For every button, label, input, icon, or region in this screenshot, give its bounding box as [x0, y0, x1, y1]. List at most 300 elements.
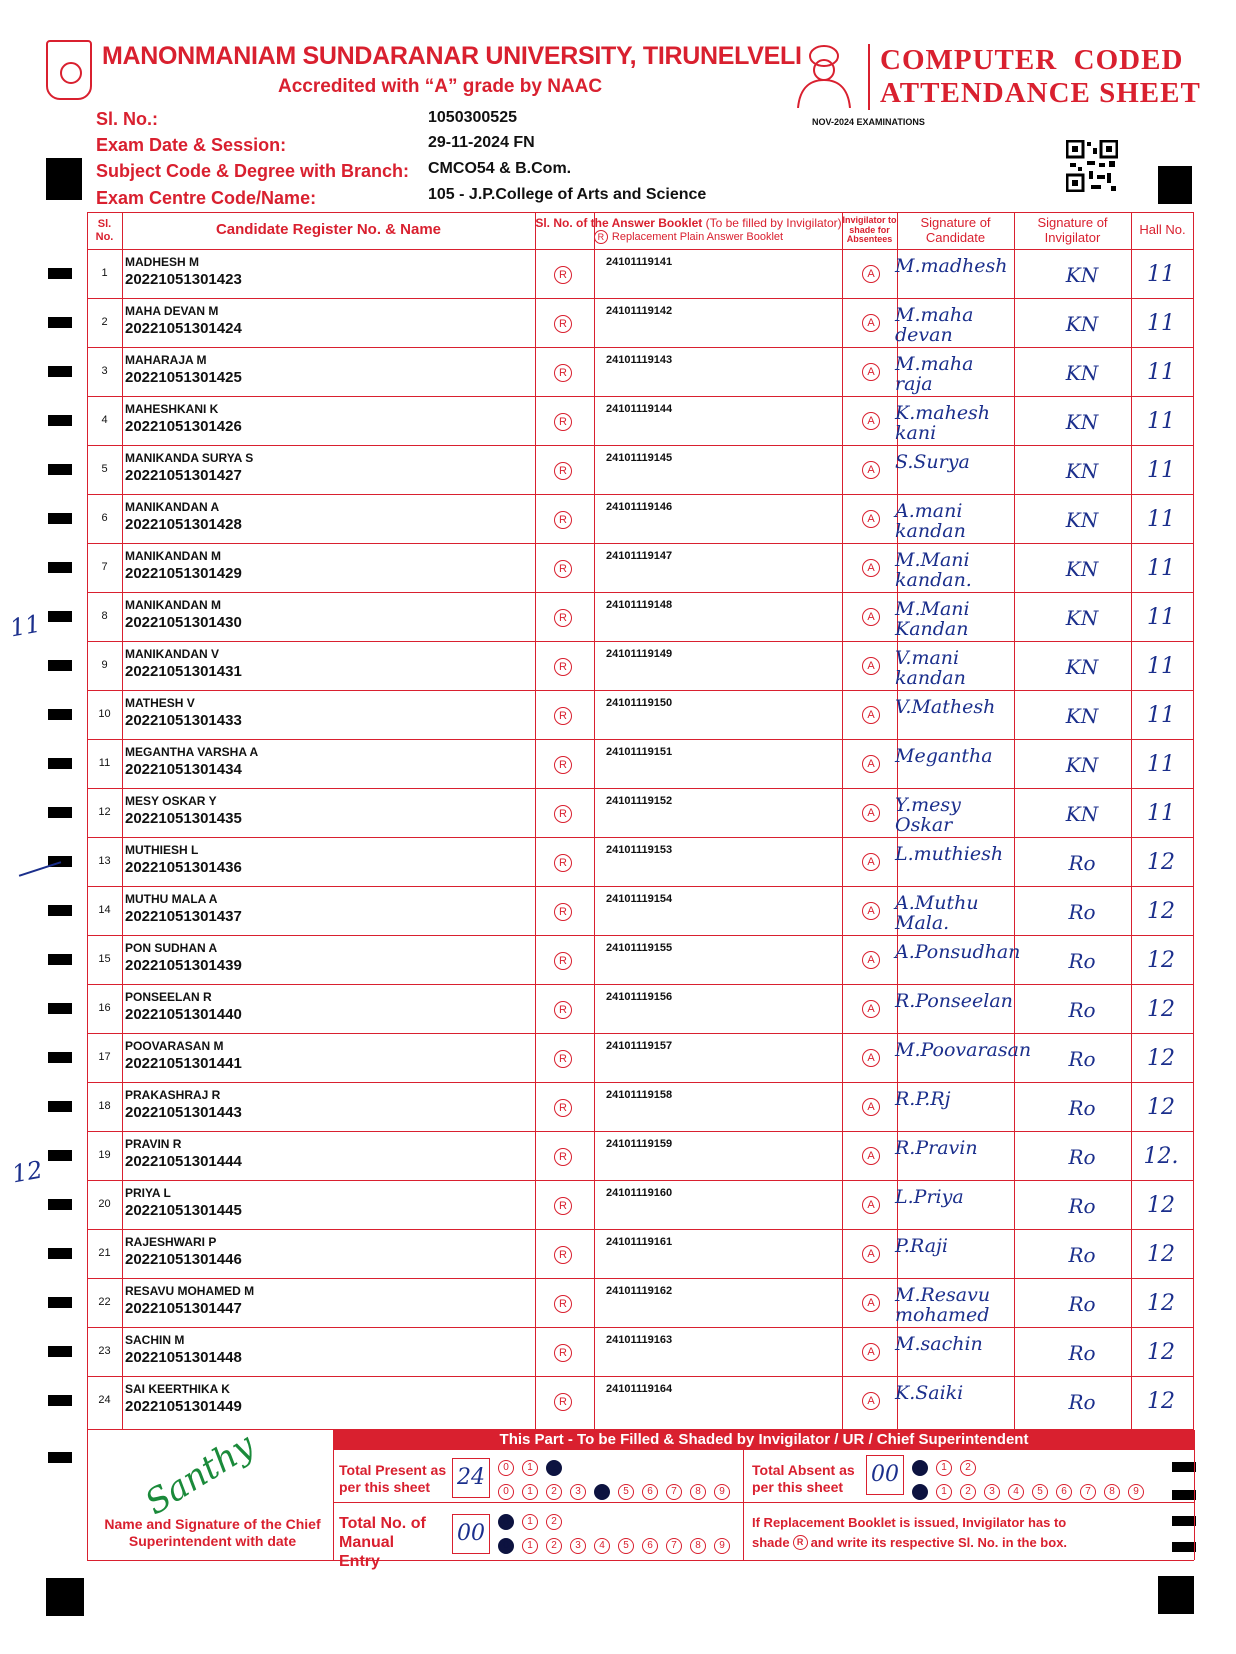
candidate-name: RESAVU MOHAMED M — [125, 1284, 255, 1298]
hall-number: 11 — [1147, 605, 1175, 630]
absentee-bubble[interactable]: A — [862, 412, 880, 430]
absent-tens-bubble-0[interactable]: 0 — [912, 1460, 928, 1476]
timing-mark — [48, 415, 72, 426]
total-present-box: 24 — [452, 1458, 490, 1498]
register-number: 20221051301445 — [125, 1202, 242, 1219]
candidate-name: PON SUDHAN A — [125, 941, 218, 955]
hall-number: 11 — [1147, 458, 1175, 483]
table-row — [87, 494, 1194, 543]
answer-booklet-number: 24101119151 — [606, 746, 673, 758]
replacement-bubble[interactable]: R — [554, 1295, 572, 1313]
qr-code-icon — [1066, 140, 1118, 192]
invigilator-signature: KN — [1065, 508, 1099, 532]
invigilator-signature: Ro — [1068, 1047, 1096, 1071]
answer-booklet-number: 24101119146 — [606, 501, 673, 513]
exam-date-value: 29-11-2024 FN — [428, 134, 535, 151]
candidate-name: MAHA DEVAN M — [125, 304, 219, 318]
register-number: 20221051301443 — [125, 1104, 242, 1121]
replacement-bubble[interactable]: R — [554, 805, 572, 823]
invigilator-signature: KN — [1065, 557, 1099, 581]
table-row — [87, 690, 1194, 739]
row-sl-no: 20 — [98, 1198, 111, 1210]
table-row — [87, 445, 1194, 494]
col-header-candidate: Candidate Register No. & Name — [215, 221, 442, 239]
answer-booklet-number: 24101119143 — [606, 354, 673, 366]
register-number: 20221051301427 — [125, 467, 242, 484]
answer-booklet-number: 24101119145 — [606, 452, 673, 464]
candidate-signature: A.mani kandan — [895, 500, 966, 542]
candidate-name: PRIYA L — [125, 1186, 171, 1200]
hall-number: 12 — [1147, 948, 1175, 973]
replacement-bubble[interactable]: R — [554, 462, 572, 480]
table-row — [87, 641, 1194, 690]
absentee-bubble[interactable]: A — [862, 755, 880, 773]
manual-tens-bubble-1[interactable]: 1 — [522, 1514, 538, 1530]
register-number: 20221051301423 — [125, 271, 242, 288]
candidate-signature: M.Mani Kandan — [895, 598, 970, 640]
sl-no-value: 1050300525 — [428, 109, 517, 126]
timing-mark — [1158, 166, 1192, 204]
present-tens-bubble-1[interactable]: 1 — [522, 1460, 538, 1476]
present-units-bubble-9[interactable]: 9 — [714, 1484, 730, 1500]
absentee-bubble[interactable]: A — [862, 363, 880, 381]
table-row — [87, 886, 1194, 935]
absentee-bubble[interactable]: A — [862, 706, 880, 724]
row-sl-no: 23 — [98, 1345, 111, 1357]
replacement-bubble[interactable]: R — [554, 1393, 572, 1411]
replacement-bubble[interactable]: R — [554, 266, 572, 284]
invigilator-signature: KN — [1065, 606, 1099, 630]
answer-booklet-number: 24101119155 — [606, 942, 673, 954]
candidate-name: SAI KEERTHIKA K — [125, 1382, 230, 1396]
present-units-bubble-6[interactable]: 6 — [642, 1484, 658, 1500]
invigilator-signature: Ro — [1068, 1096, 1096, 1120]
absentee-bubble[interactable]: A — [862, 657, 880, 675]
present-units-bubble-4[interactable]: 4 — [594, 1484, 610, 1500]
manual-units-bubble-4[interactable]: 4 — [594, 1538, 610, 1554]
table-row — [87, 1229, 1194, 1278]
candidate-signature: K.Saiki — [895, 1382, 964, 1404]
register-number: 20221051301448 — [125, 1349, 242, 1366]
register-number: 20221051301435 — [125, 810, 242, 827]
row-sl-no: 16 — [98, 1002, 111, 1014]
answer-booklet-number: 24101119144 — [606, 403, 673, 415]
absentee-bubble[interactable]: A — [862, 1098, 880, 1116]
replacement-bubble[interactable]: R — [554, 1050, 572, 1068]
replacement-bubble[interactable]: R — [554, 1197, 572, 1215]
table-row — [87, 1327, 1194, 1376]
exam-centre-value: 105 - J.P.College of Arts and Science — [428, 186, 707, 203]
invigilator-signature: KN — [1065, 312, 1099, 336]
row-sl-no: 7 — [101, 561, 108, 573]
present-tens-bubble-2[interactable]: 2 — [546, 1460, 562, 1476]
hall-number: 12 — [1147, 1095, 1175, 1120]
candidate-name: RAJESHWARI P — [125, 1235, 217, 1249]
table-row — [87, 739, 1194, 788]
sl-no-label: Sl. No.: — [96, 109, 158, 129]
hall-number: 12 — [1147, 1389, 1175, 1414]
timing-mark — [48, 807, 72, 818]
answer-booklet-number: 24101119162 — [606, 1285, 673, 1297]
absentee-bubble[interactable]: A — [862, 804, 880, 822]
hall-number: 12 — [1147, 1242, 1175, 1267]
absent-units-bubble-4[interactable]: 4 — [1008, 1484, 1024, 1500]
hall-number: 11 — [1147, 262, 1175, 287]
manual-units-bubble-3[interactable]: 3 — [570, 1538, 586, 1554]
row-sl-no: 4 — [101, 414, 108, 426]
col-header-hall: Hall No. — [1139, 222, 1186, 238]
absent-units-bubble-2[interactable]: 2 — [960, 1484, 976, 1500]
replacement-bubble[interactable]: R — [554, 1099, 572, 1117]
absent-units-bubble-7[interactable]: 7 — [1080, 1484, 1096, 1500]
invigilator-signature: KN — [1065, 410, 1099, 434]
invigilator-signature: KN — [1065, 655, 1099, 679]
absentee-bubble[interactable]: A — [862, 314, 880, 332]
timing-mark — [48, 1395, 72, 1406]
register-number: 20221051301425 — [125, 369, 242, 386]
candidate-signature: A.Muthu Mala. — [895, 892, 979, 934]
table-row — [87, 592, 1194, 641]
candidate-signature: V.mani kandan — [895, 647, 966, 689]
row-sl-no: 1 — [101, 267, 108, 279]
table-row — [87, 298, 1194, 347]
absent-units-bubble-5[interactable]: 5 — [1032, 1484, 1048, 1500]
hall-number: 12 — [1147, 1193, 1175, 1218]
absent-units-bubble-1[interactable]: 1 — [936, 1484, 952, 1500]
candidate-name: MUTHU MALA A — [125, 892, 218, 906]
hall-number: 11 — [1147, 556, 1175, 581]
register-number: 20221051301447 — [125, 1300, 242, 1317]
absent-units-bubble-8[interactable]: 8 — [1104, 1484, 1120, 1500]
absentee-bubble[interactable]: A — [862, 265, 880, 283]
row-sl-no: 11 — [98, 757, 111, 769]
candidate-signature: R.Pravin — [895, 1137, 978, 1159]
answer-booklet-number: 24101119156 — [606, 991, 673, 1003]
replacement-note-line1: If Replacement Booklet is issued, Invigilator has to — [752, 1515, 1067, 1530]
absentee-bubble[interactable]: A — [862, 1245, 880, 1263]
candidate-name: MANIKANDAN M — [125, 549, 221, 563]
register-number: 20221051301434 — [125, 761, 242, 778]
hall-number: 11 — [1147, 311, 1175, 336]
manual-tens-bubble-2[interactable]: 2 — [546, 1514, 562, 1530]
candidate-signature: S.Surya — [895, 451, 970, 473]
absentee-bubble[interactable]: A — [862, 461, 880, 479]
total-absent-box: 00 — [866, 1455, 904, 1495]
col-header-sl: Sl. No. — [95, 218, 114, 243]
hall-number: 11 — [1147, 360, 1175, 385]
absent-tens-bubble-2[interactable]: 2 — [960, 1460, 976, 1476]
replacement-symbol: R — [594, 230, 608, 244]
hall-number: 11 — [1147, 409, 1175, 434]
absent-units-bubble-3[interactable]: 3 — [984, 1484, 1000, 1500]
hall-number: 11 — [1147, 703, 1175, 728]
replacement-bubble[interactable]: R — [554, 707, 572, 725]
timing-mark — [48, 317, 72, 328]
candidate-signature: P.Raji — [895, 1235, 949, 1257]
absent-units-bubble-9[interactable]: 9 — [1128, 1484, 1144, 1500]
replacement-bubble[interactable]: R — [554, 364, 572, 382]
margin-note-hall-12: 12 — [9, 1155, 45, 1189]
candidate-name: MADHESH M — [125, 255, 199, 269]
timing-mark — [48, 1101, 72, 1112]
hall-number: 12 — [1147, 899, 1175, 924]
hall-number: 12 — [1147, 1340, 1175, 1365]
candidate-name: SACHIN M — [125, 1333, 185, 1347]
manual-entry-box: 00 — [452, 1514, 490, 1554]
register-number: 20221051301446 — [125, 1251, 242, 1268]
present-units-bubble-8[interactable]: 8 — [690, 1484, 706, 1500]
absentee-bubble[interactable]: A — [862, 608, 880, 626]
hall-number: 11 — [1147, 752, 1175, 777]
replacement-bubble[interactable]: R — [554, 1246, 572, 1264]
candidate-signature: Y.mesy Oskar — [895, 794, 961, 836]
manual-units-bubble-7[interactable]: 7 — [666, 1538, 682, 1554]
present-units-bubble-2[interactable]: 2 — [546, 1484, 562, 1500]
timing-mark — [1172, 1490, 1196, 1500]
table-row — [87, 396, 1194, 445]
invigilator-signature: KN — [1065, 263, 1099, 287]
candidate-name: PRAVIN R — [125, 1137, 182, 1151]
present-units-bubble-3[interactable]: 3 — [570, 1484, 586, 1500]
absent-tens-bubble-1[interactable]: 1 — [936, 1460, 952, 1476]
table-row — [87, 935, 1194, 984]
candidate-signature: M.madhesh — [895, 255, 1008, 277]
replacement-bubble[interactable]: R — [554, 1148, 572, 1166]
absentee-bubble[interactable]: A — [862, 902, 880, 920]
candidate-name: MAHESHKANI K — [125, 402, 219, 416]
timing-mark — [48, 1452, 72, 1463]
candidate-signature: M.Resavu mohamed — [895, 1284, 991, 1326]
timing-mark — [48, 562, 72, 573]
replacement-bubble[interactable]: R — [554, 756, 572, 774]
candidate-signature: A.Ponsudhan — [895, 941, 1021, 963]
absentee-bubble[interactable]: A — [862, 1147, 880, 1165]
answer-booklet-number: 24101119154 — [606, 893, 673, 905]
absentee-bubble[interactable]: A — [862, 853, 880, 871]
candidate-signature: R.P.Rj — [895, 1088, 951, 1110]
table-row — [87, 543, 1194, 592]
answer-booklet-number: 24101119157 — [606, 1040, 673, 1052]
replacement-bubble[interactable]: R — [554, 854, 572, 872]
candidate-signature: M.sachin — [895, 1333, 983, 1355]
sheet-title-line2: ATTENDANCE SHEET — [880, 77, 1201, 109]
candidate-name: MAHARAJA M — [125, 353, 207, 367]
register-number: 20221051301430 — [125, 614, 242, 631]
absentee-bubble[interactable]: A — [862, 1196, 880, 1214]
absentee-bubble[interactable]: A — [862, 1343, 880, 1361]
absent-units-bubble-6[interactable]: 6 — [1056, 1484, 1072, 1500]
invigilator-signature: KN — [1065, 753, 1099, 777]
candidate-name: MANIKANDAN A — [125, 500, 220, 514]
replacement-bubble[interactable]: R — [554, 315, 572, 333]
row-sl-no: 17 — [98, 1051, 111, 1063]
exam-date-label: Exam Date & Session: — [96, 135, 287, 155]
timing-mark — [46, 1578, 84, 1616]
register-number: 20221051301424 — [125, 320, 242, 337]
answer-booklet-number: 24101119141 — [606, 256, 673, 268]
register-number: 20221051301437 — [125, 908, 242, 925]
manual-units-bubble-5[interactable]: 5 — [618, 1538, 634, 1554]
table-row — [87, 1278, 1194, 1327]
col-header-absentee: Invigilator to shade for Absentees — [842, 214, 897, 245]
absentee-bubble[interactable]: A — [862, 951, 880, 969]
present-units-bubble-1[interactable]: 1 — [522, 1484, 538, 1500]
row-sl-no: 8 — [101, 610, 108, 622]
replacement-note-line2: shade R and write its respective Sl. No. in the box. — [752, 1535, 1068, 1550]
hall-number: 11 — [1147, 654, 1175, 679]
present-units-bubble-5[interactable]: 5 — [618, 1484, 634, 1500]
replacement-bubble[interactable]: R — [554, 511, 572, 529]
timing-mark — [48, 1003, 72, 1014]
invigilator-signature: KN — [1065, 459, 1099, 483]
row-sl-no: 14 — [98, 904, 111, 916]
chief-superintendent-label: Name and Signature of the Chief Superintendent with date — [104, 1516, 321, 1549]
answer-booklet-number: 24101119161 — [606, 1236, 673, 1248]
sheet-title — [880, 44, 1201, 110]
university-logo — [46, 40, 92, 100]
invigilator-signature: KN — [1065, 704, 1099, 728]
table-row — [87, 249, 1194, 298]
candidate-name: POOVARASAN M — [125, 1039, 224, 1053]
manual-units-bubble-6[interactable]: 6 — [642, 1538, 658, 1554]
candidate-name: MANIKANDAN V — [125, 647, 219, 661]
timing-mark — [48, 954, 72, 965]
table-row — [87, 837, 1194, 886]
replacement-bubble[interactable]: R — [554, 658, 572, 676]
manual-entry-label: Total No. of Manual Entry — [339, 1515, 426, 1570]
subject-value: CMCO54 & B.Com. — [428, 160, 572, 177]
total-present-label: Total Present as per this sheet — [339, 1462, 447, 1495]
table-row — [87, 1180, 1194, 1229]
invigilator-signature: Ro — [1068, 949, 1096, 973]
row-sl-no: 9 — [101, 659, 108, 671]
invigilator-signature: Ro — [1068, 1390, 1096, 1414]
replacement-bubble[interactable]: R — [554, 1001, 572, 1019]
register-number: 20221051301426 — [125, 418, 242, 435]
candidate-name: MANIKANDAN M — [125, 598, 221, 612]
replacement-symbol-note: R — [793, 1535, 808, 1550]
absentee-bubble[interactable]: A — [862, 559, 880, 577]
register-number: 20221051301436 — [125, 859, 242, 876]
absentee-bubble[interactable]: A — [862, 1294, 880, 1312]
register-number: 20221051301431 — [125, 663, 242, 680]
replacement-header: Replacement Plain Answer Booklet — [611, 231, 784, 244]
subject-label: Subject Code & Degree with Branch: — [96, 161, 410, 181]
answer-booklet-number: 24101119142 — [606, 305, 673, 317]
table-row — [87, 1033, 1194, 1082]
answer-booklet-number: 24101119159 — [606, 1138, 673, 1150]
manual-units-bubble-0[interactable]: 0 — [498, 1538, 514, 1554]
present-units-bubble-0[interactable]: 0 — [498, 1484, 514, 1500]
timing-mark — [48, 660, 72, 671]
row-sl-no: 24 — [98, 1394, 111, 1406]
replacement-bubble[interactable]: R — [554, 952, 572, 970]
invigilator-signature: KN — [1065, 802, 1099, 826]
row-sl-no: 10 — [98, 708, 111, 720]
present-tens-bubble-0[interactable]: 0 — [498, 1460, 514, 1476]
footer-banner: This Part - To be Filled & Shaded by Invigilator / UR / Chief Superintendent — [333, 1430, 1195, 1450]
register-number: 20221051301441 — [125, 1055, 242, 1072]
timing-mark — [1172, 1516, 1196, 1526]
manual-units-bubble-1[interactable]: 1 — [522, 1538, 538, 1554]
table-row — [87, 1131, 1194, 1180]
row-sl-no: 22 — [98, 1296, 111, 1308]
hall-number: 11 — [1147, 801, 1175, 826]
candidate-signature: M.maha raja — [895, 353, 974, 395]
replacement-bubble[interactable]: R — [554, 1344, 572, 1362]
row-sl-no: 5 — [101, 463, 108, 475]
timing-mark — [48, 366, 72, 377]
candidate-signature: K.mahesh kani — [895, 402, 991, 444]
candidate-name: MUTHIESH L — [125, 843, 199, 857]
replacement-bubble[interactable]: R — [554, 903, 572, 921]
register-number: 20221051301440 — [125, 1006, 242, 1023]
manual-tens-bubble-0[interactable]: 0 — [498, 1514, 514, 1530]
candidate-signature: L.muthiesh — [895, 843, 1004, 865]
row-sl-no: 21 — [98, 1247, 111, 1259]
hall-number: 12 — [1147, 997, 1175, 1022]
col-header-booklet — [535, 212, 842, 249]
register-number: 20221051301444 — [125, 1153, 242, 1170]
answer-booklet-number: 24101119160 — [606, 1187, 673, 1199]
absentee-bubble[interactable]: A — [862, 1392, 880, 1410]
timing-mark — [1172, 1542, 1196, 1552]
timing-mark — [48, 1297, 72, 1308]
invigilator-signature: Ro — [1068, 1243, 1096, 1267]
invigilator-signature: Ro — [1068, 1194, 1096, 1218]
answer-booklet-number: 24101119163 — [606, 1334, 673, 1346]
manual-units-bubble-8[interactable]: 8 — [690, 1538, 706, 1554]
table-row — [87, 1082, 1194, 1131]
replacement-bubble[interactable]: R — [554, 560, 572, 578]
timing-mark — [48, 268, 72, 279]
total-absent-label: Total Absent as per this sheet — [752, 1462, 855, 1495]
row-sl-no: 19 — [98, 1149, 111, 1161]
timing-mark — [48, 758, 72, 769]
timing-mark — [48, 1150, 72, 1161]
absentee-bubble[interactable]: A — [862, 1049, 880, 1067]
row-sl-no: 13 — [98, 855, 111, 867]
exam-session-label: NOV-2024 EXAMINATIONS — [812, 117, 925, 127]
timing-mark — [1172, 1462, 1196, 1472]
absentee-bubble[interactable]: A — [862, 1000, 880, 1018]
margin-stroke — [19, 861, 61, 876]
col-header-sig-invigilator: Signature of Invigilator — [1037, 215, 1108, 245]
header-divider — [868, 44, 870, 110]
hall-number: 12 — [1147, 1046, 1175, 1071]
absent-units-bubble-0[interactable]: 0 — [912, 1484, 928, 1500]
hall-number: 11 — [1147, 507, 1175, 532]
register-number: 20221051301439 — [125, 957, 242, 974]
table-row — [87, 347, 1194, 396]
candidate-signature: L.Priya — [895, 1186, 964, 1208]
candidate-name: MANIKANDA SURYA S — [125, 451, 254, 465]
timing-mark — [48, 1346, 72, 1357]
answer-booklet-number: 24101119164 — [606, 1383, 673, 1395]
sheet-title-line1: COMPUTER CODED — [880, 44, 1184, 76]
present-units-bubble-7[interactable]: 7 — [666, 1484, 682, 1500]
candidate-signature: V.Mathesh — [895, 696, 996, 718]
manual-units-bubble-2[interactable]: 2 — [546, 1538, 562, 1554]
manual-units-bubble-9[interactable]: 9 — [714, 1538, 730, 1554]
answer-booklet-number: 24101119149 — [606, 648, 673, 660]
replacement-bubble[interactable]: R — [554, 413, 572, 431]
absentee-bubble[interactable]: A — [862, 510, 880, 528]
booklet-header-note: (To be filled by Invigilator) — [705, 215, 842, 230]
replacement-bubble[interactable]: R — [554, 609, 572, 627]
row-sl-no: 18 — [98, 1100, 111, 1112]
answer-booklet-number: 24101119150 — [606, 697, 673, 709]
